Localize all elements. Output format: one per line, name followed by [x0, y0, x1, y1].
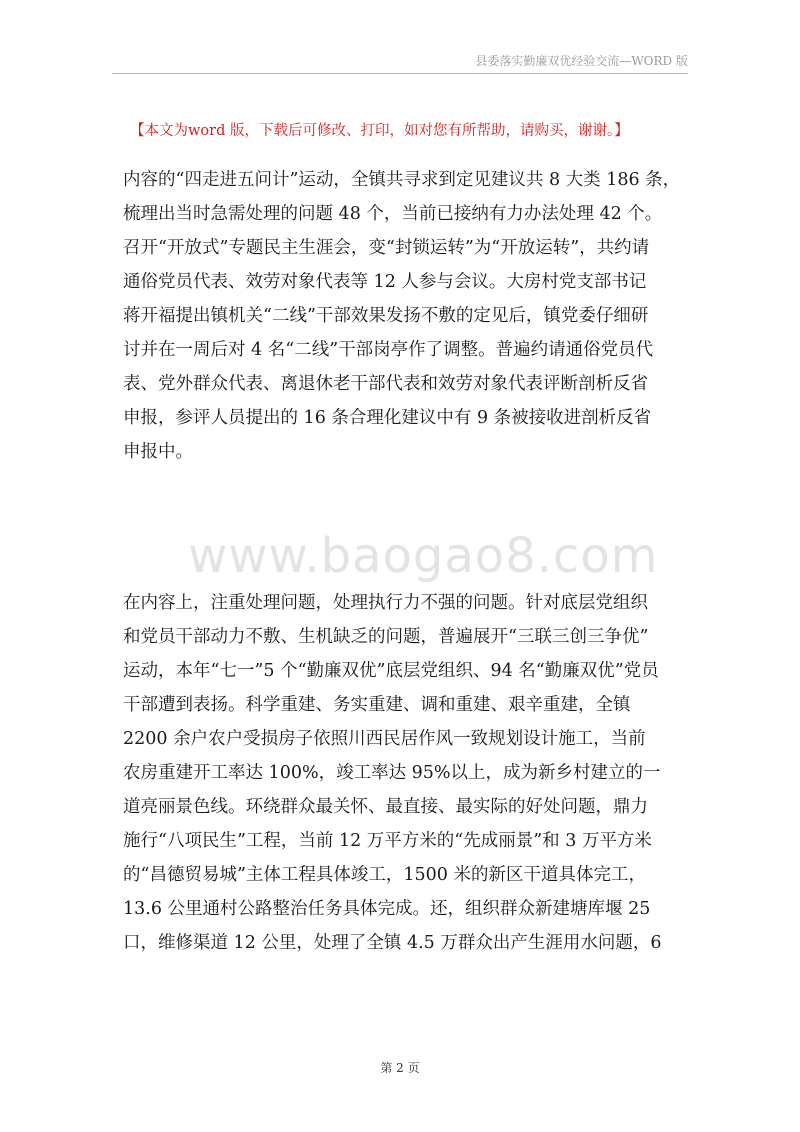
- paragraph-line: 在内容上，注重处理问题，处理执行力不强的问题。针对底层党组织: [123, 593, 648, 613]
- paragraph-line: 表、党外群众代表、离退休老干部代表和效劳对象代表评断剖析反省: [123, 374, 648, 394]
- paragraph-line: 申报，参评人员提出的 16 条合理化建议中有 9 条被接收进剖析反省: [123, 408, 652, 428]
- paragraph-line: 梳理出当时急需处理的问题 48 个，当前已接纳有力办法处理 42 个。: [123, 204, 663, 224]
- paragraph-line: 蒋开福提出镇机关“二线”干部效果发扬不敷的定见后，镇党委仔细研: [123, 306, 649, 326]
- paragraph-1: [123, 163, 686, 469]
- paragraph-line: 2200 余户农户受损房子依照川西民居作风一致规划设计施工，当前: [123, 729, 646, 749]
- download-notice: 【本文为word 版，下载后可修改、打印，如对您有所帮助，请购买，谢谢。】: [130, 123, 629, 139]
- paragraph-line: 13.6 公里通村公路整治任务具体完成。还，组织群众新建塘库堰 25: [123, 899, 651, 919]
- site-watermark: www.baogao8.com: [188, 528, 659, 584]
- page-number: 第 2 页: [380, 1061, 420, 1075]
- paragraph-line: 讨并在一周后对 4 名“二线”干部岗亭作了调整。普遍约请通俗党员代: [123, 340, 654, 360]
- paragraph-line: 干部遭到表扬。科学重建、务实重建、调和重建、艰辛重建，全镇: [123, 695, 631, 715]
- header-divider: [112, 73, 688, 74]
- paragraph-line: 召开“开放式”专题民主生涯会，变“封锁运转”为“开放运转”，共约请: [123, 238, 650, 258]
- paragraph-2: [123, 586, 686, 960]
- paragraph-line: 内容的“四走进五问计”运动，全镇共寻求到定见建议共 8 大类 186 条，: [123, 170, 681, 190]
- paragraph-line: 和党员干部动力不敷、生机缺乏的问题，普遍展开“三联三创三争优”: [123, 627, 649, 647]
- page-header-title: 县委落实勤廉双优经验交流—WORD 版: [475, 54, 688, 68]
- paragraph-line: 道亮丽景色线。环绕群众最关怀、最直接、最实际的好处问题，鼎力: [123, 797, 648, 817]
- paragraph-line: 通俗党员代表、效劳对象代表等 12 人参与会议。大房村党支部书记: [123, 272, 647, 292]
- paragraph-line: 的“昌德贸易城”主体工程具体竣工，1500 米的新区干道具体完工，: [123, 865, 646, 885]
- paragraph-line: 申报中。: [123, 442, 193, 462]
- paragraph-line: 施行“八项民生”工程，当前 12 万平方米的“先成丽景”和 3 万平方米: [123, 831, 652, 851]
- paragraph-line: 农房重建开工率达 100%，竣工率达 95%以上，成为新乡村建立的一: [123, 763, 661, 783]
- paragraph-line: 口，维修渠道 12 公里，处理了全镇 4.5 万群众出产生涯用水问题，6: [123, 933, 662, 953]
- paragraph-line: 运动，本年“七一”5 个“勤廉双优”底层党组织、94 名“勤廉双优”党员: [123, 661, 659, 681]
